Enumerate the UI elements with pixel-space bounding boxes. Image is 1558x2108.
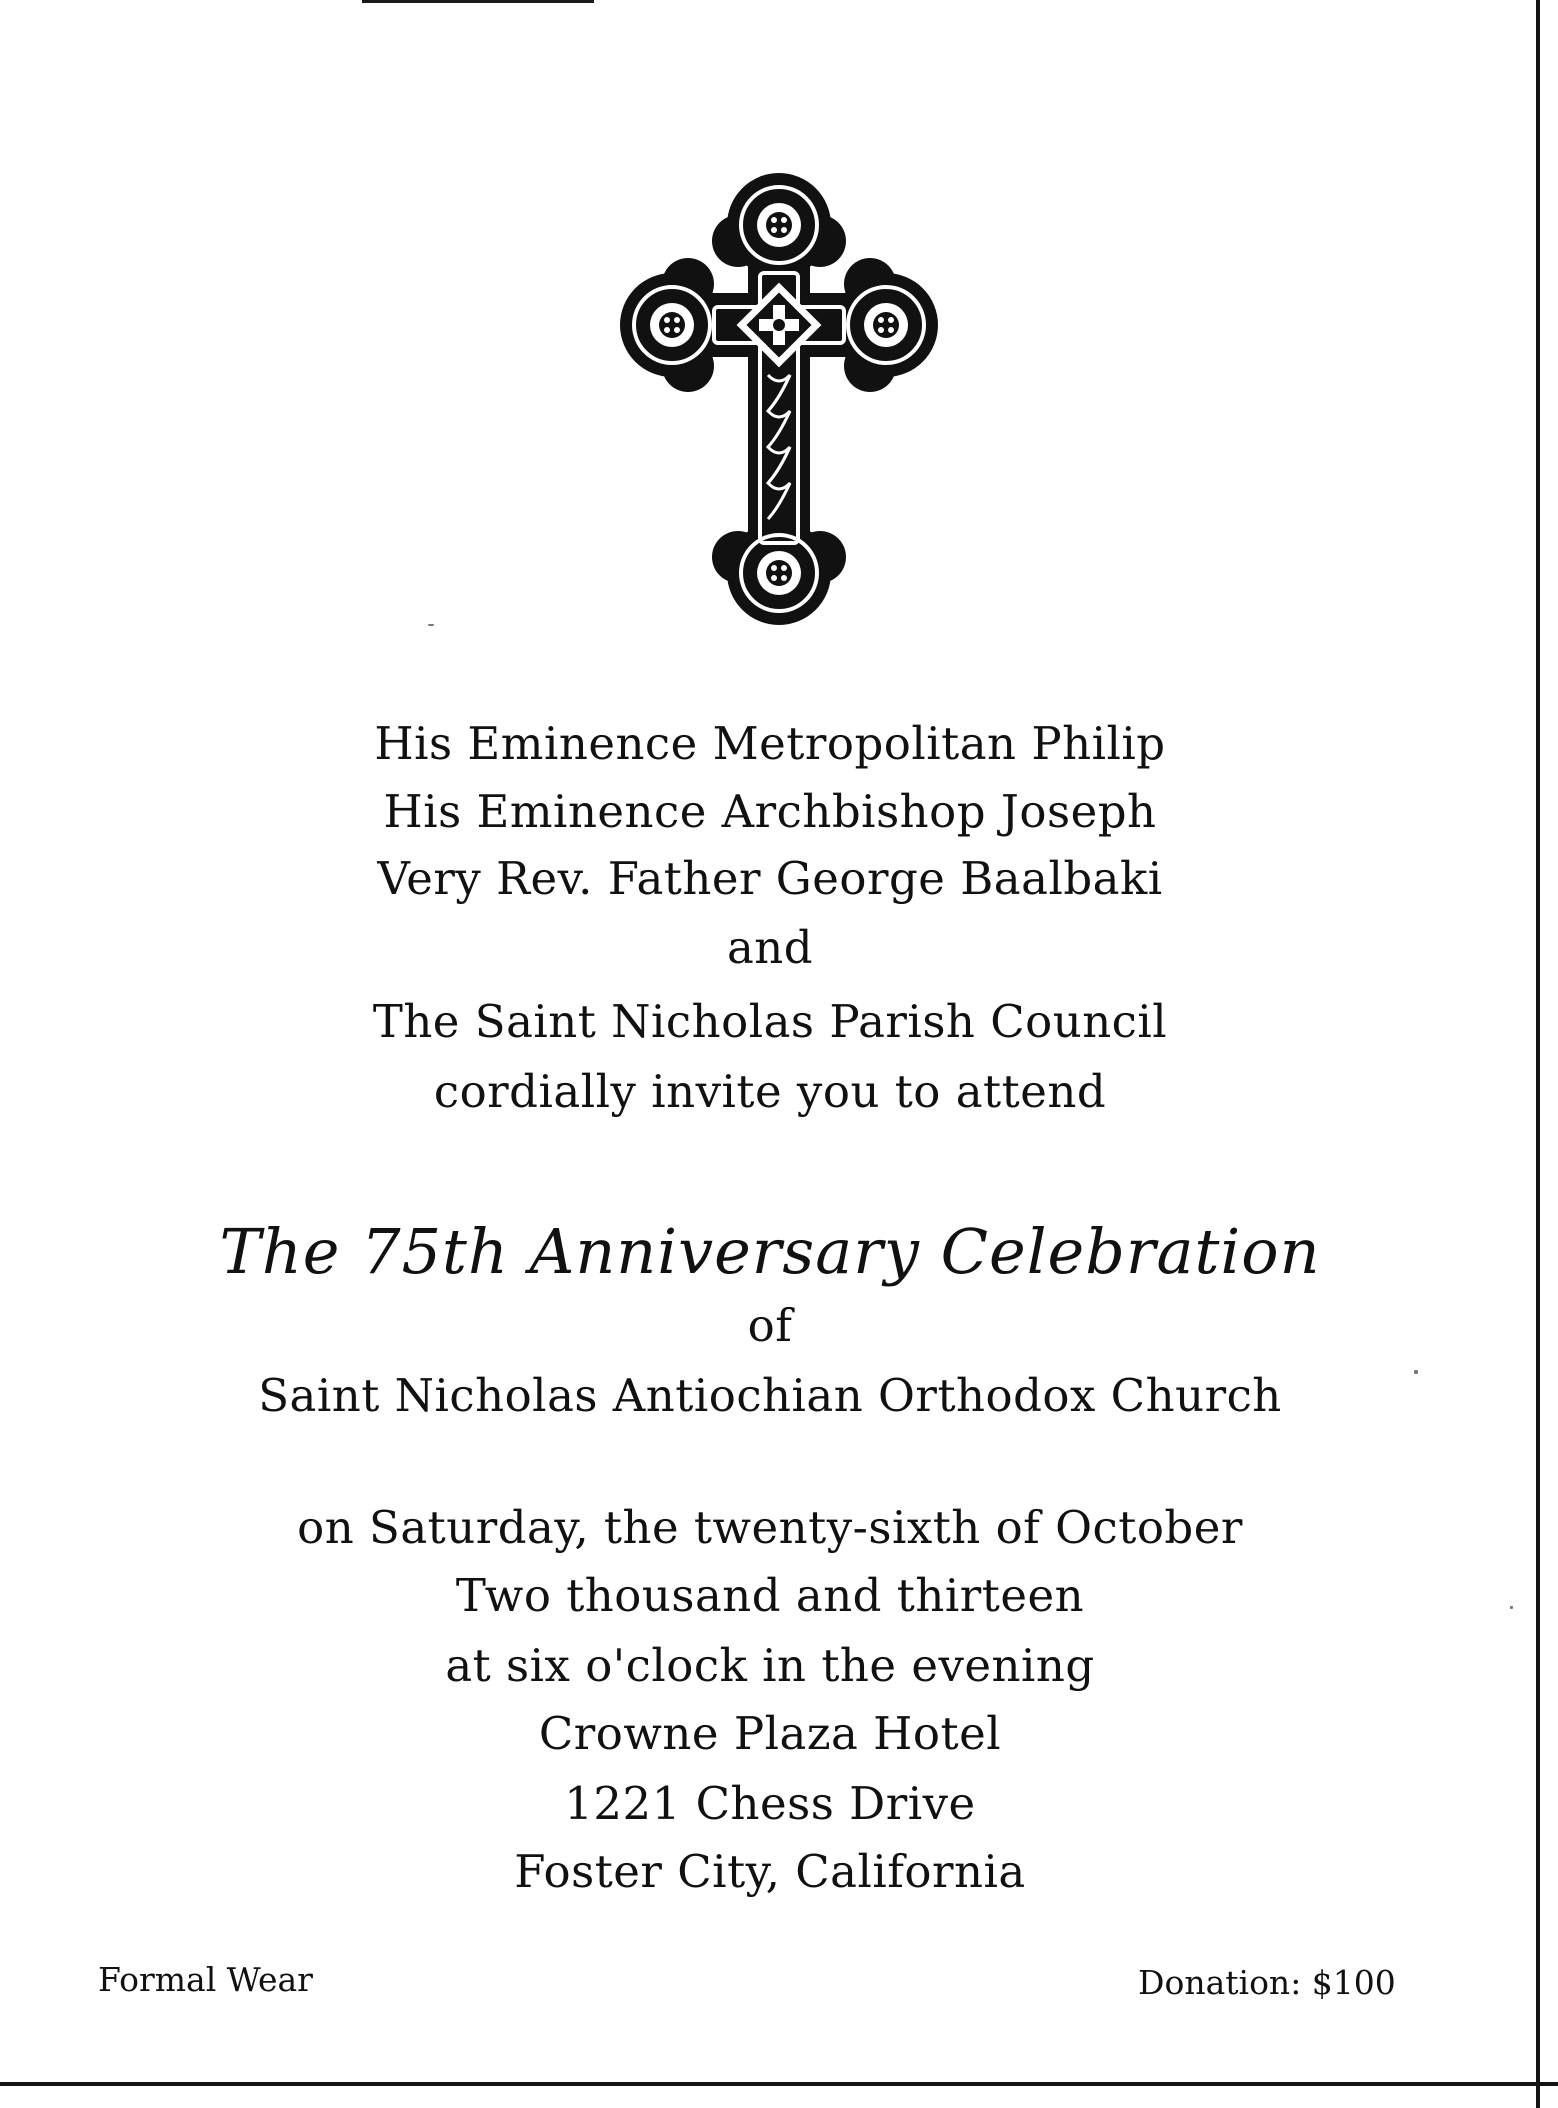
host-line: His Eminence Archbishop Joseph: [383, 785, 1157, 838]
scan-speck: [428, 624, 434, 626]
event-of-text: of: [747, 1299, 793, 1352]
invitation-text: cordially invite you to attend: [433, 1065, 1107, 1118]
event-time: at six o'clock in the evening: [445, 1639, 1095, 1692]
conjunction-text: and: [726, 921, 814, 974]
host-line: Very Rev. Father George Baalbaki: [377, 852, 1163, 905]
ornate-cross-icon: [620, 165, 938, 631]
scan-top-rule: [362, 0, 594, 3]
venue-name: Crowne Plaza Hotel: [538, 1707, 1002, 1760]
church-name: Saint Nicholas Antiochian Orthodox Church: [258, 1369, 1282, 1422]
host-line: His Eminence Metropolitan Philip: [374, 717, 1166, 770]
dress-code: Formal Wear: [98, 1960, 313, 1999]
scan-bottom-edge: [0, 2082, 1558, 2086]
event-date: on Saturday, the twenty-sixth of October: [297, 1501, 1243, 1554]
venue-street: 1221 Chess Drive: [564, 1777, 976, 1830]
venue-city: Foster City, California: [514, 1845, 1026, 1898]
host-line: The Saint Nicholas Parish Council: [372, 995, 1168, 1048]
event-title: The 75th Anniversary Celebration: [219, 1215, 1321, 1288]
donation-amount: Donation: $100: [1138, 1963, 1396, 2002]
event-year: Two thousand and thirteen: [455, 1569, 1085, 1622]
